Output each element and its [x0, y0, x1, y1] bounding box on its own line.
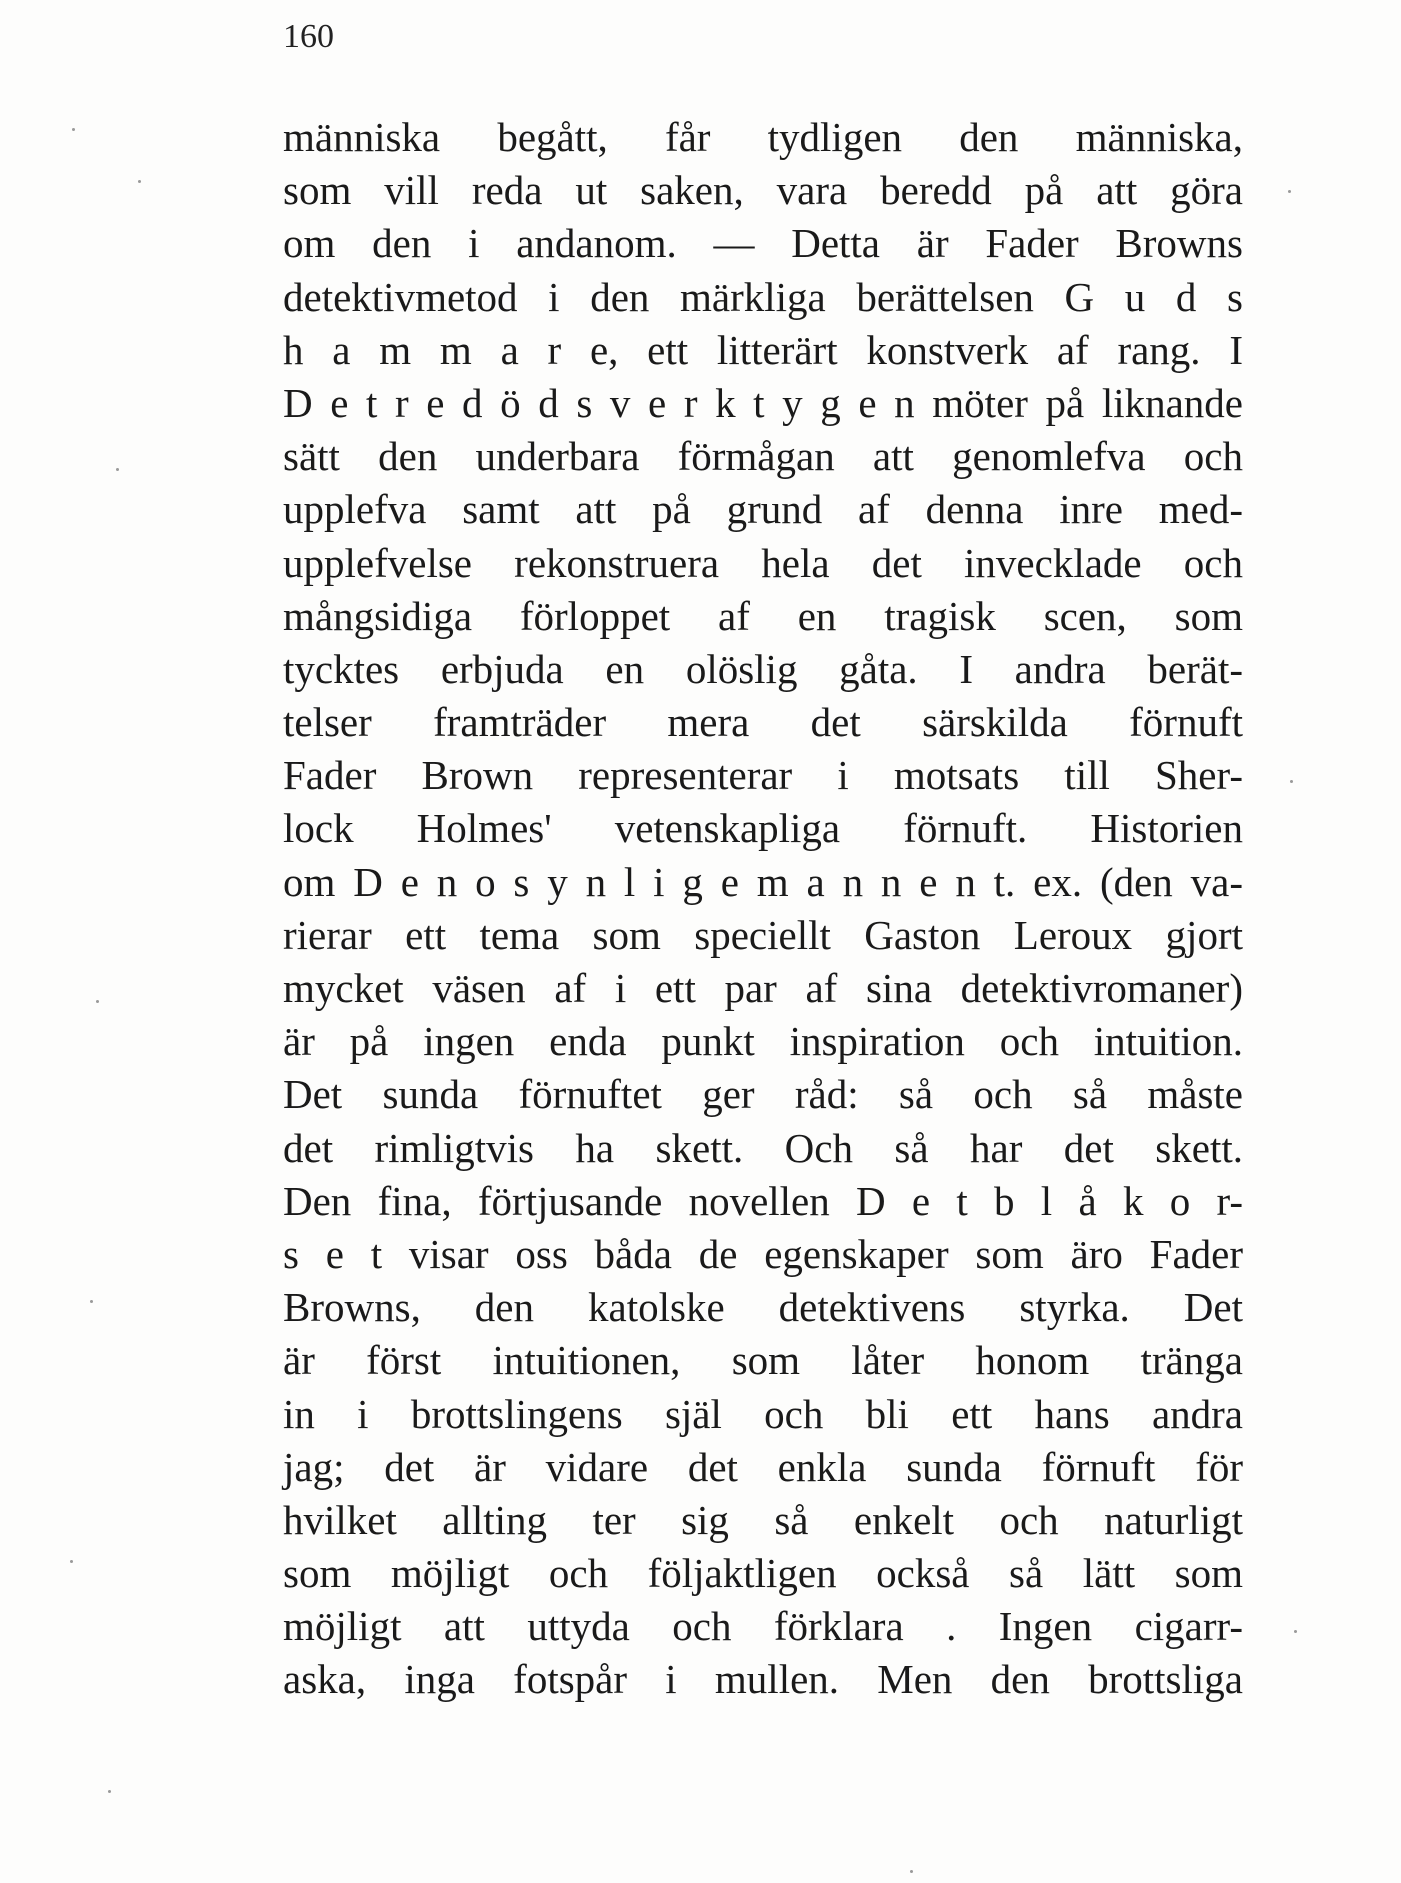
text-line: det rimligtvis ha skett. Och så har det skett. — [283, 1124, 1243, 1171]
page-number: 160 — [283, 18, 334, 55]
text-line: rierar ett tema som speciellt Gaston Leroux gjort — [283, 911, 1243, 958]
text-line: som vill reda ut saken, vara beredd på att göra — [283, 167, 1243, 214]
text-line: mångsidiga förloppet af en tragisk scen, som — [283, 592, 1243, 639]
text-line: som möjligt och följaktligen också så lätt som — [283, 1550, 1243, 1597]
text-line: hvilket allting ter sig så enkelt och naturligt — [283, 1496, 1243, 1543]
scan-speck — [72, 128, 75, 131]
text-line: upplefva samt att på grund af denna inre med- — [283, 486, 1243, 533]
text-line: mycket väsen af i ett par af sina detektivromaner) — [283, 965, 1243, 1011]
text-line: lock Holmes' vetenskapliga förnuft. Historien — [283, 805, 1243, 852]
scan-speck — [910, 1870, 913, 1873]
text-line: människa begått, får tydligen den människa, — [283, 114, 1243, 160]
text-line: D e t r e d ö d s v e r k t y g e n möter på liknande — [283, 379, 1243, 426]
text-line: aska, inga fotspår i mullen. Men den brottsliga — [283, 1656, 1243, 1703]
text-line: möjligt att uttyda och förklara . Ingen cigarr- — [283, 1603, 1243, 1650]
text-line: upplefvelse rekonstruera hela det invecklade och — [283, 539, 1243, 586]
text-line: h a m m a r e, ett litterärt konstverk af rang. I — [283, 326, 1243, 373]
scan-speck — [1294, 1630, 1297, 1633]
text-line: är först intuitionen, som låter honom tränga — [283, 1337, 1243, 1384]
scan-speck — [1288, 190, 1291, 193]
text-line: Det sunda förnuftet ger råd: så och så måste — [283, 1071, 1243, 1118]
text-line: telser framträder mera det särskilda förnuft — [283, 699, 1243, 746]
text-line: Fader Brown representerar i motsats till Sher- — [283, 752, 1243, 799]
text-line: detektivmetod i den märkliga berättelsen G u d s — [283, 273, 1243, 320]
scan-speck — [70, 1560, 73, 1563]
scan-speck — [90, 1300, 93, 1303]
text-line: tycktes erbjuda en olöslig gåta. I andra berät- — [283, 645, 1243, 692]
scan-speck — [108, 1790, 111, 1793]
text-line: in i brottslingens själ och bli ett hans andra — [283, 1390, 1243, 1437]
body-text — [283, 111, 1243, 1707]
scan-speck — [96, 1000, 99, 1003]
text-line: jag; det är vidare det enkla sunda förnuft för — [283, 1443, 1243, 1490]
text-line: sätt den underbara förmågan att genomlefva och — [283, 433, 1243, 480]
text-line: s e t visar oss båda de egenskaper som äro Fader — [283, 1230, 1243, 1277]
text-line: om D e n o s y n l i g e m a n n e n t. ex. (den va- — [283, 858, 1243, 905]
text-line: Den fina, förtjusande novellen D e t b l å k o r- — [283, 1177, 1243, 1224]
scan-speck — [138, 180, 141, 183]
text-line: Browns, den katolske detektivens styrka. Det — [283, 1284, 1243, 1331]
scan-speck — [1290, 780, 1293, 783]
scan-speck — [116, 468, 119, 471]
text-line: om den i andanom. — Detta är Fader Browns — [283, 220, 1243, 267]
text-line: är på ingen enda punkt inspiration och intuition. — [283, 1018, 1243, 1065]
